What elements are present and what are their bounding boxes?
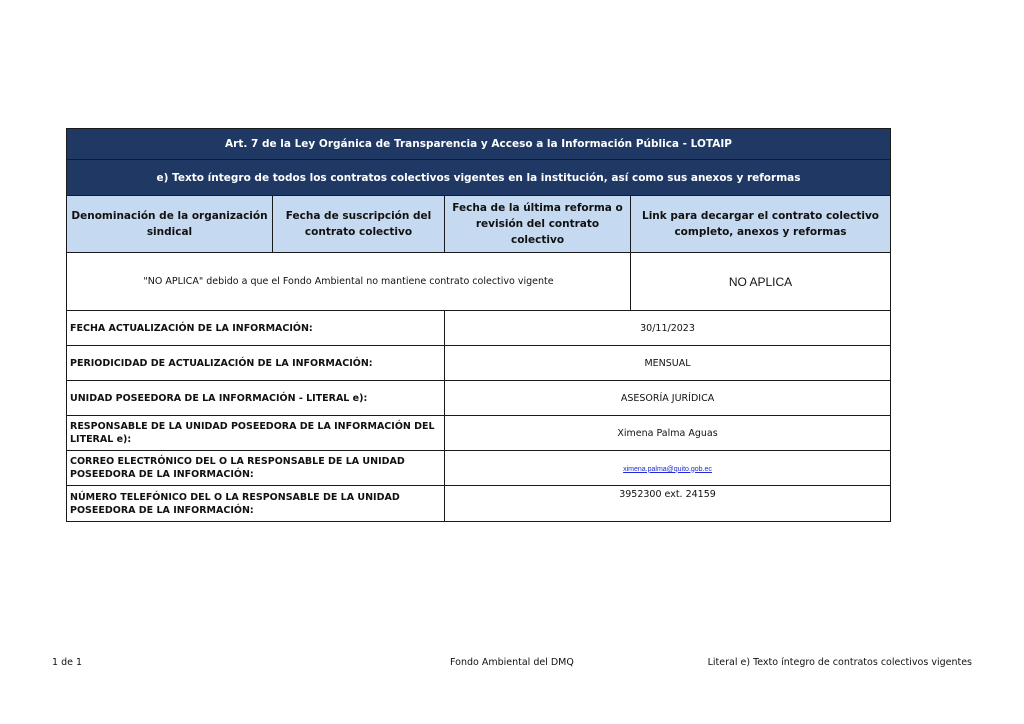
info-label-update-date: FECHA ACTUALIZACIÓN DE LA INFORMACIÓN: <box>67 311 445 346</box>
table-title: Art. 7 de la Ley Orgánica de Transparencia y Acceso a la Información Pública - LOTAIP <box>67 129 891 160</box>
info-value-phone: 3952300 ext. 24159 <box>445 486 891 522</box>
info-label-responsible: RESPONSABLE DE LA UNIDAD POSEEDORA DE LA INFORMACIÓN DEL LITERAL e): <box>67 416 445 451</box>
column-header-reform-date: Fecha de la última reforma o revisión del contrato colectivo <box>445 196 631 253</box>
info-label-periodicity: PERIODICIDAD DE ACTUALIZACIÓN DE LA INFORMACIÓN: <box>67 346 445 381</box>
footer-page-number: 1 de 1 <box>52 657 83 668</box>
info-value-unit: ASESORÍA JURÍDICA <box>445 381 891 416</box>
footer-document-title: Literal e) Texto íntegro de contratos colectivos vigentes <box>707 657 972 668</box>
lotaip-table <box>66 128 891 522</box>
info-label-phone: NÚMERO TELEFÓNICO DEL O LA RESPONSABLE DE LA UNIDAD POSEEDORA DE LA INFORMACIÓN: <box>67 486 445 522</box>
info-label-unit: UNIDAD POSEEDORA DE LA INFORMACIÓN - LITERAL e): <box>67 381 445 416</box>
column-header-signing-date: Fecha de suscripción del contrato colectivo <box>273 196 445 253</box>
info-value-update-date: 30/11/2023 <box>445 311 891 346</box>
info-label-email: CORREO ELECTRÓNICO DEL O LA RESPONSABLE DE LA UNIDAD POSEEDORA DE LA INFORMACIÓN: <box>67 451 445 486</box>
email-link[interactable]: ximena.palma@quito.gob.ec <box>623 465 712 473</box>
info-value-responsible: Ximena Palma Aguas <box>445 416 891 451</box>
table-subtitle: e) Texto íntegro de todos los contratos colectivos vigentes en la institución, así como sus anexos y reformas <box>67 160 891 196</box>
column-header-download-link: Link para decargar el contrato colectivo completo, anexos y reformas <box>631 196 891 253</box>
link-cell-value: NO APLICA <box>631 253 891 311</box>
footer-organization: Fondo Ambiental del DMQ <box>450 657 574 668</box>
column-header-organization: Denominación de la organización sindical <box>67 196 273 253</box>
not-applicable-note: "NO APLICA" debido a que el Fondo Ambiental no mantiene contrato colectivo vigente <box>67 253 631 311</box>
info-value-periodicity: MENSUAL <box>445 346 891 381</box>
info-value-email-cell <box>445 451 891 486</box>
